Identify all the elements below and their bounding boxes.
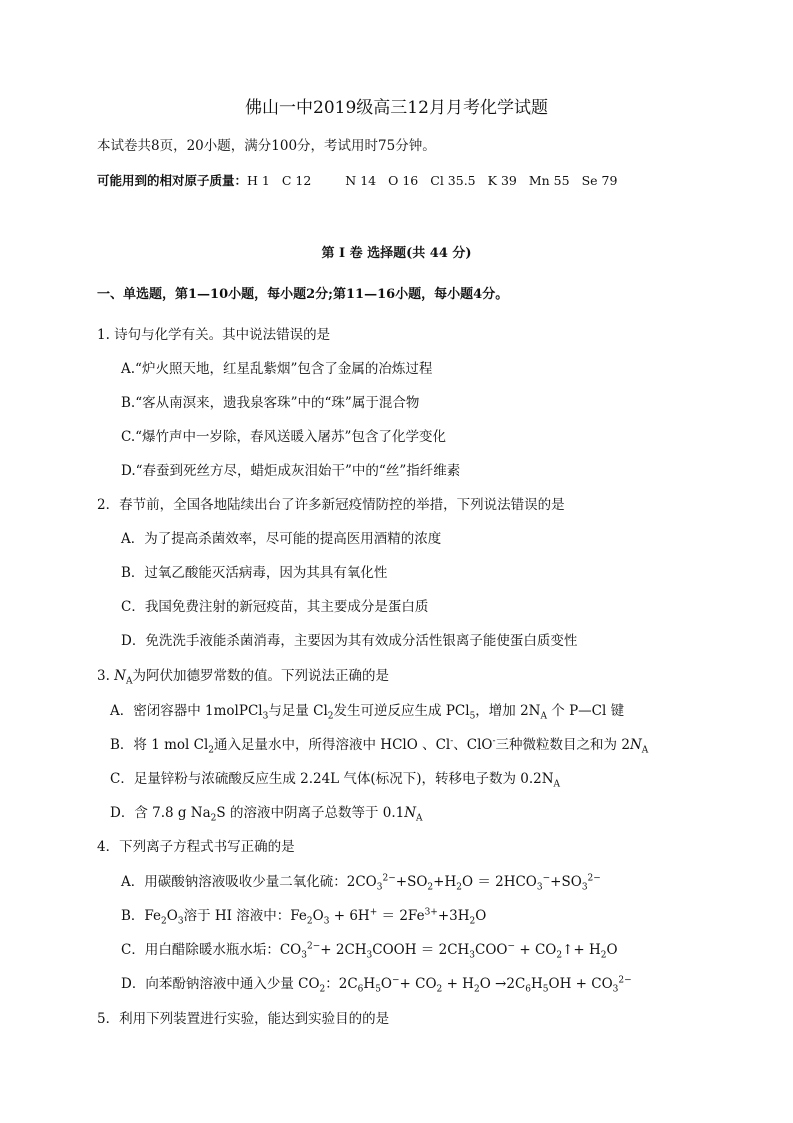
q1-option-d: D.“春蚕到死丝方尽，蜡炬成灰泪始干”中的“丝”指纤维素 [121,463,461,479]
element-mass: Cl 35.5 [430,173,476,188]
q3-option-a: A．密闭容器中 1molPCl$_3$与足量 $Cl_2$发生可逆反应生成 PCl$_5$，增加 $2N_A$ 个 P—Cl 键 [110,703,625,722]
element-mass: Mn 55 [528,173,570,188]
element-mass: K 39 [487,173,517,188]
q1-option-a: A.“炉火照天地，红星乱紫烟”包含了金属的冶炼过程 [121,361,433,377]
q2-option-c: C．我国免费注射的新冠疫苗，其主要成分是蛋白质 [121,599,429,615]
atomic-mass-label: 可能用到的相对原子质量： [97,173,248,188]
q3-stem: 3. $N_A$为阿伏加德罗常数的值。下列说法正确的是 [97,668,389,687]
q4-option-d: D．向苯酚钠溶液中通入少量 $CO_2$：$2C_6H_5O^-+ CO_2 + H_2O \to 2C_6H_5OH + CO_3^{2-}$ [121,975,632,995]
q4-option-c: C．用白醋除暖水瓶水垢：$CO_3^{2-}+$ $2CH_3COOH = 2CH_3COO^-$ + $CO_2↑+ H_2O$ [121,941,618,961]
q2-stem: 2．春节前，全国各地陆续出台了许多新冠疫情防控的举措，下列说法错误的是 [97,497,565,513]
element-mass: Se 79 [581,173,618,188]
q5-stem: 5．利用下列装置进行实验，能达到实验目的的是 [97,1011,390,1027]
q3-option-d: D．含 7.8 g $Na_2S$ 的溶液中阴离子总数等于 $0.1N_A$ [110,805,423,824]
q4-option-a: A．用碳酸钠溶液吸收少量二氧化硫：$2CO_3^{2-}+SO_2+H_2O = 2HCO_3^-+SO_3^{2-}$ [121,873,601,893]
q1-option-b: B.“客从南溟来，遗我泉客珠”中的“珠”属于混合物 [121,395,420,411]
part-title: 一、单选题，第1—10小题，每小题2分;第11—16小题，每小题4分。 [97,287,509,302]
q2-option-a: A．为了提高杀菌效率，尽可能的提高医用酒精的浓度 [121,531,442,547]
q1-option-c: C.“爆竹声中一岁除，春风送暖入屠苏”包含了化学变化 [121,429,446,445]
element-mass: N 14 [345,173,377,188]
q1-stem: 1. 诗句与化学有关。其中说法错误的是 [97,327,331,343]
q3-option-b: B．将 1 mol $Cl_2$通入足量水中，所得溶液中 HClO 、Cl-、ClO-三种微粒数目之和为 $2N_A$ [110,736,649,756]
exam-intro: 本试卷共8页，20小题，满分100分，考试用时75分钟。 [97,138,436,154]
q4-option-b: B．$Fe_2O_3$溶于 HI 溶液中：$Fe_2O_3 + 6H^+ = 2Fe^{3+}+3H_2O$ [121,907,487,927]
exam-title: 佛山一中2019级高三12月月考化学试题 [245,98,548,118]
q2-option-d: D．免洗洗手液能杀菌消毒，主要因为其有效成分活性银离子能使蛋白质变性 [121,633,578,649]
element-mass: O 16 [388,173,419,188]
atomic-mass-line [97,172,617,190]
element-mass: H 1 [247,173,270,188]
q3-option-c: C．足量锌粉与浓硫酸反应生成 2.24L 气体(标况下)，转移电子数为 $0.2N_A$ [110,771,561,790]
q4-stem: 4．下列离子方程式书写正确的是 [97,839,295,855]
element-mass: C 12 [281,173,312,188]
q2-option-b: B．过氧乙酸能灭活病毒，因为其具有氧化性 [121,565,388,581]
section-title: 第 Ⅰ 卷 选择题(共 44 分) [321,246,472,261]
